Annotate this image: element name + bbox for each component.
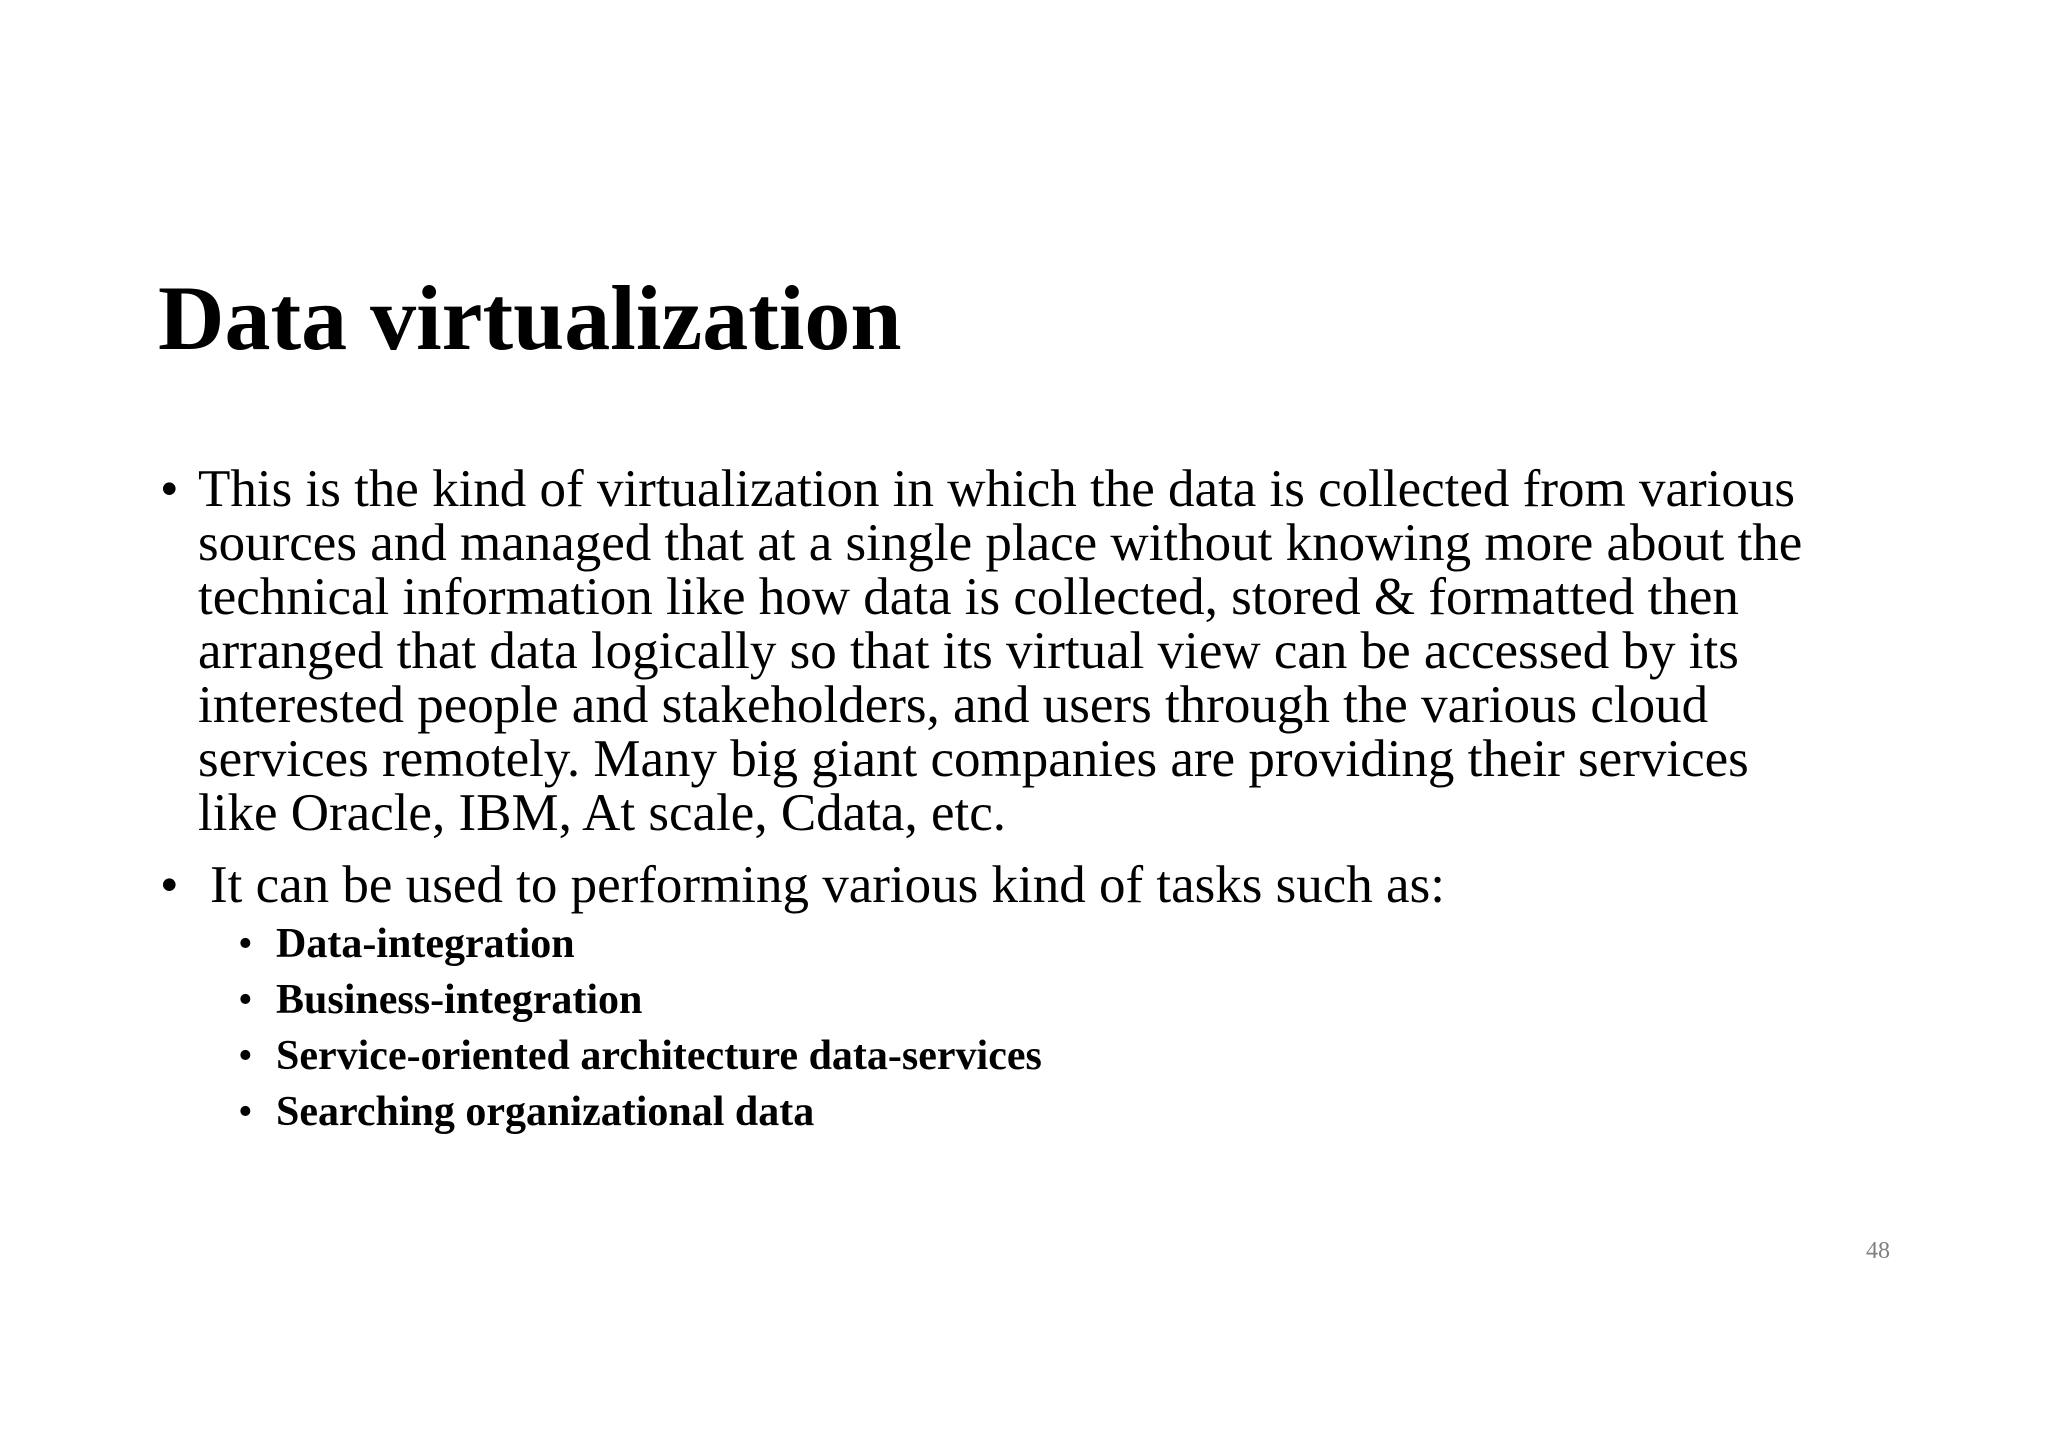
sub-bullet-text: Service-oriented architecture data-services: [276, 1033, 1042, 1079]
bullet-line: interested people and stakeholders, and users through the various cloud: [198, 676, 1709, 734]
sub-bullet-text: Searching organizational data: [276, 1089, 815, 1135]
bullet-text: [210, 858, 2048, 912]
sub-bullet-marker: •: [238, 1089, 253, 1135]
bullet-line: arranged that data logically so that its virtual view can be accessed by its: [198, 622, 1739, 680]
bullet-marker: •: [160, 856, 179, 914]
sub-bullet-searching-data: [238, 1090, 814, 1134]
bullet-item-2: [160, 858, 2048, 912]
bullet-text: [198, 462, 2048, 840]
bullet-line: It can be used to performing various kind of tasks such as:: [210, 856, 1445, 914]
bullet-line: This is the kind of virtualization in which the data is collected from various: [198, 460, 1795, 518]
bullet-line: technical information like how data is collected, stored & formatted then: [198, 568, 1739, 626]
sub-bullet-data-integration: [238, 922, 575, 966]
sub-bullet-marker: •: [238, 977, 253, 1023]
bullet-item-1: [160, 462, 2048, 840]
sub-bullet-marker: •: [238, 1033, 253, 1079]
bullet-line: services remotely. Many big giant companies are providing their services: [198, 730, 1749, 788]
sub-bullet-business-integration: [238, 978, 642, 1022]
page-number: 48: [1866, 1238, 1890, 1264]
slide-title: Data virtualization: [158, 267, 902, 369]
sub-bullet-text: Business-integration: [276, 977, 643, 1023]
bullet-marker: •: [160, 460, 179, 518]
sub-bullet-text: Data-integration: [276, 921, 575, 967]
bullet-line: like Oracle, IBM, At scale, Cdata, etc.: [198, 784, 1006, 842]
sub-bullet-soa-data-services: [238, 1034, 1042, 1078]
sub-bullet-marker: •: [238, 921, 253, 967]
bullet-line: sources and managed that at a single place without knowing more about the: [198, 514, 1803, 572]
